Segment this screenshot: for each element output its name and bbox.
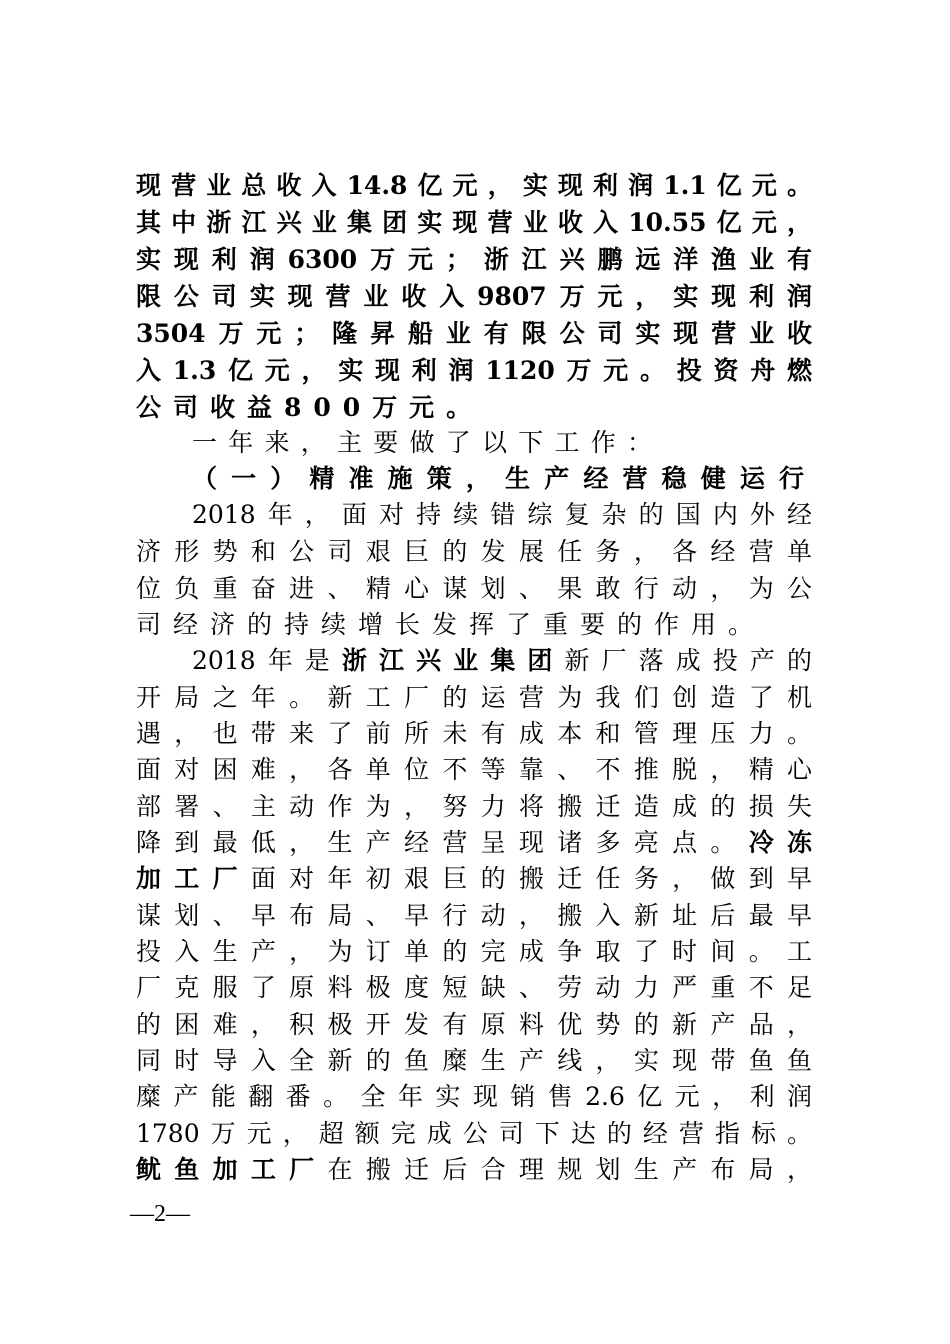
factory-name-bold: 加工厂 xyxy=(136,864,251,893)
para2-line-11: 的困难，积极开发有原料优势的新产品， xyxy=(136,1010,812,1039)
para2-line-6 xyxy=(136,825,812,861)
para1-line-4: 司经济的持续增长发挥了重要的作用。 xyxy=(136,610,766,639)
section-heading: （一）精准施策，生产经营稳健运行 xyxy=(192,464,804,493)
summary-line-5: 3504万元；隆昇船业有限公司实现营业收 xyxy=(136,319,812,348)
para2-line-3: 遇，也带来了前所未有成本和管理压力。 xyxy=(136,719,812,748)
para2-line-2: 开局之年。新工厂的运营为我们创造了机 xyxy=(136,683,812,712)
para1-line-1: 2018年，面对持续错综复杂的国内外经 xyxy=(192,500,812,529)
summary-line-6: 入1.3亿元，实现利润1120万元。投资舟燃 xyxy=(136,356,812,385)
para2-line-14: 1780万元，超额完成公司下达的经营指标。 xyxy=(136,1119,812,1148)
para2-line-13: 糜产能翻番。全年实现销售2.6亿元，利润 xyxy=(136,1082,812,1111)
para2-line-12: 同时导入全新的鱼糜生产线，实现带鱼鱼 xyxy=(136,1046,812,1075)
factory-name-bold: 冷冻 xyxy=(748,828,812,857)
factory-name-bold: 鱿鱼加工厂 xyxy=(136,1155,328,1184)
para2-text: 降到最低，生产经营呈现诸多亮点。 xyxy=(136,828,749,857)
para1-line-3: 位负重奋进、精心谋划、果敢行动，为公 xyxy=(136,574,812,603)
company-name-bold: 浙江兴业集团 xyxy=(341,646,565,675)
para2-line-15 xyxy=(136,1152,812,1188)
summary-line-7: 公司收益800万元。 xyxy=(136,393,484,422)
summary-line-3: 实现利润6300万元；浙江兴鹏远洋渔业有 xyxy=(136,245,812,274)
para2-text: 新厂落成投产的 xyxy=(564,646,812,675)
para2-text: 面对年初艰巨的搬迁任务，做到早 xyxy=(250,864,812,893)
para2-line-4: 面对困难，各单位不等靠、不推脱，精心 xyxy=(136,755,812,784)
para2-line-9: 投入生产，为订单的完成争取了时间。工 xyxy=(136,937,812,966)
para2-text: 2018年是 xyxy=(192,646,342,675)
para2-text: 在搬迁后合理规划生产布局， xyxy=(327,1155,812,1184)
summary-line-4: 限公司实现营业收入9807万元，实现利润 xyxy=(136,282,812,311)
para2-line-8: 谋划、早布局、早行动，搬入新址后最早 xyxy=(136,901,812,930)
para2-line-10: 厂克服了原料极度短缺、劳动力严重不足 xyxy=(136,973,812,1002)
intro-text: 一年来，主要做了以下工作： xyxy=(192,428,652,457)
summary-line-2: 其中浙江兴业集团实现营业收入10.55亿元， xyxy=(136,208,812,237)
para2-line-7 xyxy=(136,861,812,897)
para2-line-5: 部署、主动作为，努力将搬迁造成的损失 xyxy=(136,792,812,821)
page-number: —2— xyxy=(130,1201,190,1227)
summary-line-1: 现营业总收入14.8亿元，实现利润1.1亿元。 xyxy=(136,171,812,200)
para2-line-1 xyxy=(192,643,812,679)
para1-line-2: 济形势和公司艰巨的发展任务，各经营单 xyxy=(136,537,812,566)
